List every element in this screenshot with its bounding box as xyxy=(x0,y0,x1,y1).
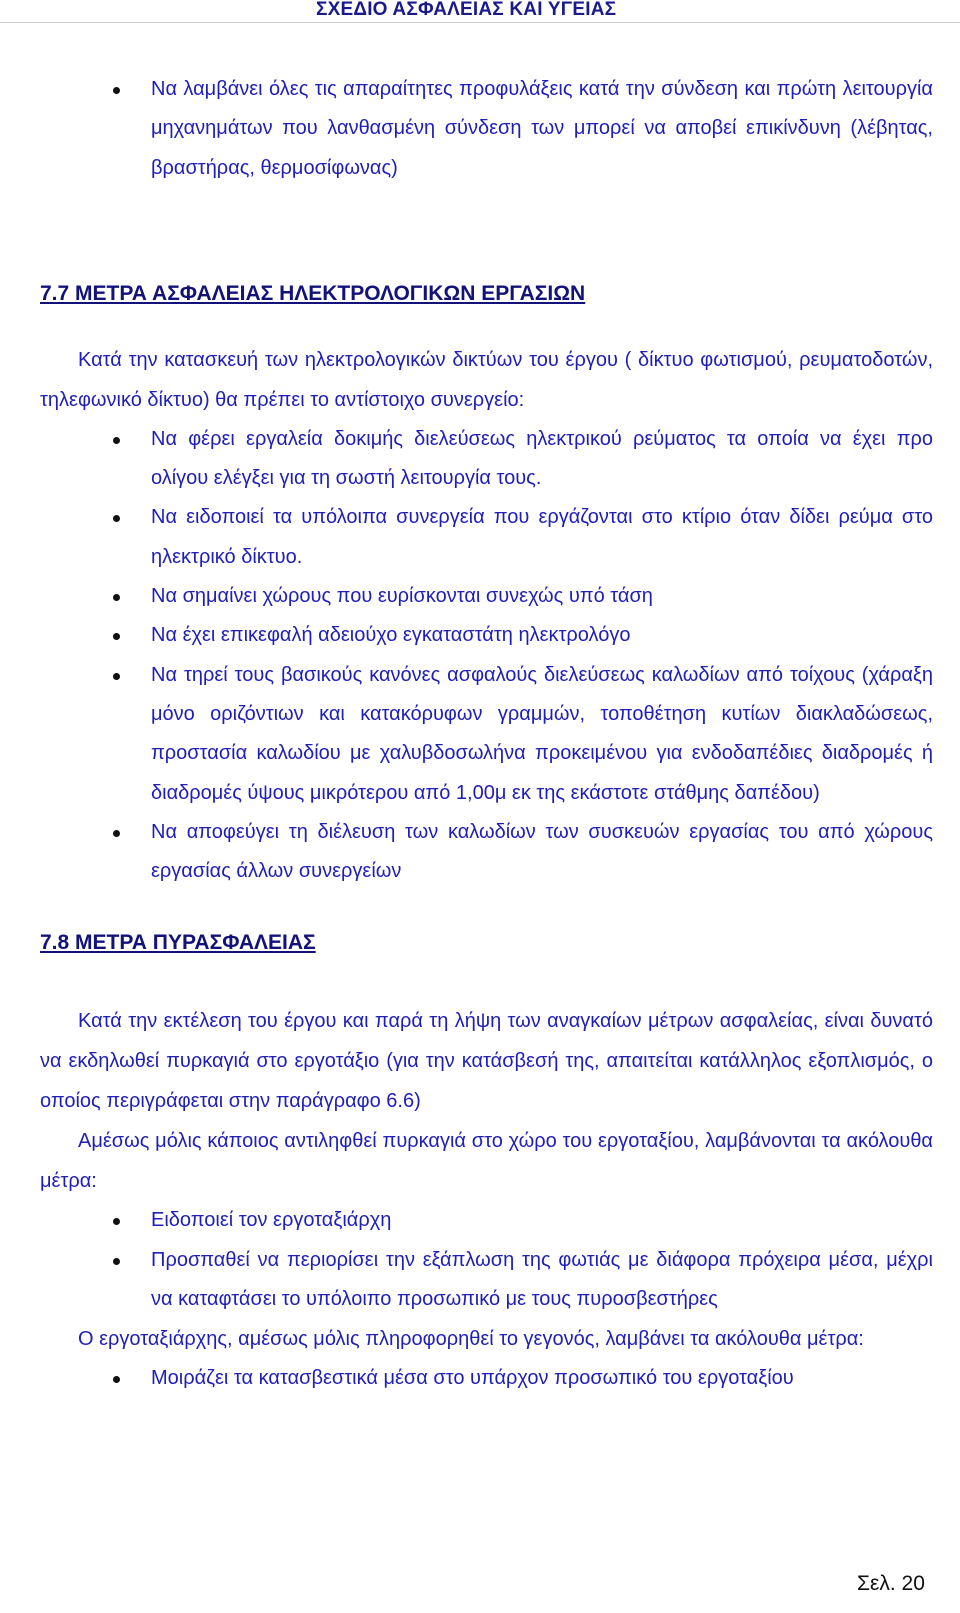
list-item: Ειδοποιεί τον εργοταξιάρχη xyxy=(40,1201,933,1240)
fire-actions-list xyxy=(40,1201,933,1319)
section-heading-7-8: 7.8 ΜΕΤΡΑ ΠΥΡΑΣΦΑΛΕΙΑΣ xyxy=(40,931,316,955)
section-7-8-paragraph-2: Αμέσως μόλις κάποιος αντιληφθεί πυρκαγιά στο χώρο του εργοταξίου, λαμβάνονται τα ακόλουθα μέτρα: xyxy=(40,1130,933,1193)
list-item: Να φέρει εργαλεία δοκιμής διελεύσεως ηλεκτρικού ρεύματος τα οποία να έχει προ ολίγου ελέγξει για τη σωστή λειτουργία τους. xyxy=(40,420,933,499)
site-manager-actions-list xyxy=(40,1359,933,1398)
bullet-icon xyxy=(113,437,120,444)
section-7-8-paragraph-1: Κατά την εκτέλεση του έργου και παρά τη λήψη των αναγκαίων μέτρων ασφαλείας, είναι δυνατό να εκδηλωθεί πυρκαγιά στο εργοτάξιο (για την κατάσβεσή της, απαιτείται κατάλληλος εξοπλισμός, ο οποίος περιγράφεται στην παράγραφο 6.6) xyxy=(40,1010,933,1113)
section-7-7-intro: Κατά την κατασκευή των ηλεκτρολογικών δικτύων του έργου ( δίκτυο φωτισμού, ρευματοδοτών, τηλεφωνικό δίκτυο) θα πρέπει το αντίστοιχο συνεργείο: xyxy=(40,348,933,411)
list-item: Να ειδοποιεί τα υπόλοιπα συνεργεία που εργάζονται στο κτίριο όταν δίδει ρεύμα στο ηλεκτρικό δίκτυο. xyxy=(40,498,933,577)
bullet-icon xyxy=(113,1258,120,1265)
list-item: Να τηρεί τους βασικούς κανόνες ασφαλούς διελεύσεως καλωδίων από τοίχους (χάραξη μόνο οριζόντιων και κατακόρυφων γραμμών, τοποθέτηση κυτίων διακλαδώσεως, προστασία καλωδίου με χαλυβδοσωλήνα προκειμένου για ενδοδαπέδιες διαδρομές ή διαδρομές ύψους μικρότερου από 1,00μ εκ της εκάστοτε στάθμης δαπέδου) xyxy=(40,656,933,813)
bullet-icon xyxy=(113,830,120,837)
page-header xyxy=(0,0,960,23)
bullet-icon xyxy=(113,515,120,522)
bullet-icon xyxy=(113,633,120,640)
list-item: Να έχει επικεφαλή αδειούχο εγκαταστάτη ηλεκτρολόγο xyxy=(40,616,933,655)
list-item: Να σημαίνει χώρους που ευρίσκονται συνεχώς υπό τάση xyxy=(40,577,933,616)
bullet-icon xyxy=(113,87,120,94)
bullet-icon xyxy=(113,1376,120,1383)
section-7-8-paragraph-3: Ο εργοταξιάρχης, αμέσως μόλις πληροφορηθεί το γεγονός, λαμβάνει τα ακόλουθα μέτρα: xyxy=(78,1328,864,1351)
section-heading-7-7: 7.7 ΜΕΤΡΑ ΑΣΦΑΛΕΙΑΣ ΗΛΕΚΤΡΟΛΟΓΙΚΩΝ ΕΡΓΑΣΙΩΝ xyxy=(40,281,586,305)
list-item: Μοιράζει τα κατασβεστικά μέσα στο υπάρχον προσωπικό του εργοταξίου xyxy=(40,1359,933,1398)
list-item: Προσπαθεί να περιορίσει την εξάπλωση της φωτιάς με διάφορα πρόχειρα μέσα, μέχρι να καταφτάσει το υπόλοιπο προσωπικό με τους πυροσβεστήρες xyxy=(40,1241,933,1320)
top-bullet-list xyxy=(40,70,933,188)
bullet-icon xyxy=(113,594,120,601)
electrical-measures-list xyxy=(40,420,933,892)
page-number: Σελ. 20 xyxy=(857,1572,925,1595)
bullet-icon xyxy=(113,673,120,680)
list-item: Να αποφεύγει τη διέλευση των καλωδίων των συσκευών εργασίας του από χώρους εργασίας άλλων συνεργείων xyxy=(40,813,933,892)
bullet-icon xyxy=(113,1218,120,1225)
list-item: Να λαμβάνει όλες τις απαραίτητες προφυλάξεις κατά την σύνδεση και πρώτη λειτουργία μηχανημάτων που λανθασμένη σύνδεση των μπορεί να αποβεί επικίνδυνη (λέβητας, βραστήρας, θερμοσίφωνας) xyxy=(40,70,933,188)
document-title: ΣΧΕΔΙΟ ΑΣΦΑΛΕΙΑΣ ΚΑΙ ΥΓΕΙΑΣ xyxy=(316,0,617,20)
document-body xyxy=(40,70,933,1399)
